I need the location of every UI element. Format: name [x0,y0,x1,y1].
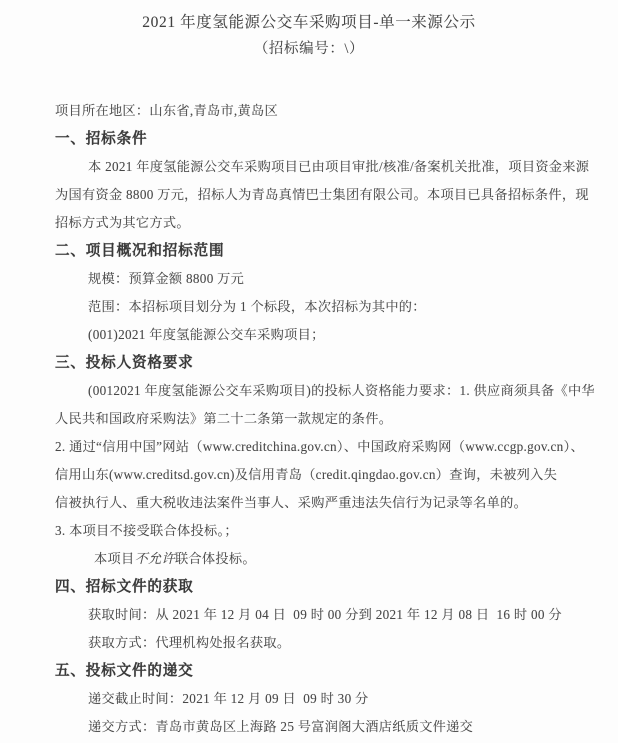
no-consortium-prefix: 本项目 [94,551,135,566]
obtain-time-line: 获取时间：从 2021 年 12 月 04 日 09 时 00 分到 2021 年 12 月 08 日 16 时 00 分 [88,607,562,622]
section-3-line-6: 3. 本项目不接受联合体投标。； [55,523,238,538]
section-3-line-1: (0012021 年度氢能源公交车采购项目)的投标人资格能力要求：1. 供应商须具备《中华 [88,383,595,398]
section-1-line-1: 本 2021 年度氢能源公交车采购项目已由项目审批/核准/备案机关批准，项目资金来源 [88,159,590,174]
document-body [0,97,618,741]
section-3-line-3: 2. 通过“信用中国”网站（www.creditchina.gov.cn）、中国政府采购网（www.ccgp.gov.cn）、 [55,439,584,454]
lot-line: (001)2021 年度氢能源公交车采购项目； [88,327,325,342]
section-1-heading: 一、招标条件 [55,131,148,147]
section-2-heading: 二、项目概况和招标范围 [55,243,225,259]
project-scope-line: 范围：本招标项目划分为 1 个标段，本次招标为其中的： [88,299,426,314]
document-header [0,0,618,62]
submission-deadline-line: 递交截止时间：2021 年 12 月 09 日 09 时 30 分 [88,691,369,706]
section-1-line-3: 招标方式为其它方式。 [55,215,190,230]
section-4-heading: 四、招标文件的获取 [55,579,194,595]
no-consortium-emphasis: 不允许 [134,551,175,566]
project-scale-line: 规模：预算金额 8800 万元 [88,271,245,286]
section-3-heading: 三、投标人资格要求 [55,355,194,371]
project-location-line: 项目所在地区：山东省,青岛市,黄岛区 [55,103,278,118]
section-3-line-2: 人民共和国政府采购法》第二十二条第一款规定的条件。 [55,411,393,426]
no-consortium-suffix: 联合体投标。 [174,551,256,566]
submission-method-line: 递交方式：青岛市黄岛区上海路 25 号富润阁大酒店纸质文件递交 [88,719,474,734]
section-1-line-2: 为国有资金 8800 万元，招标人为青岛真情巴士集团有限公司。本项目已具备招标条件，现 [55,187,589,202]
section-3-line-4: 信用山东(www.creditsd.gov.cn)及信用青岛（credit.qingdao.gov.cn）查询，未被列入失 [55,467,558,482]
section-3-line-7 [55,545,600,573]
section-3-line-5: 信被执行人、重大税收违法案件当事人、采购严重违法失信行为记录等名单的。 [55,495,528,510]
document-title: 2021 年度氢能源公交车采购项目-单一来源公示 [142,14,476,31]
bid-number-line: （招标编号：\） [253,41,365,57]
section-5-heading: 五、投标文件的递交 [55,663,194,679]
obtain-method-line: 获取方式：代理机构处报名获取。 [88,635,291,650]
